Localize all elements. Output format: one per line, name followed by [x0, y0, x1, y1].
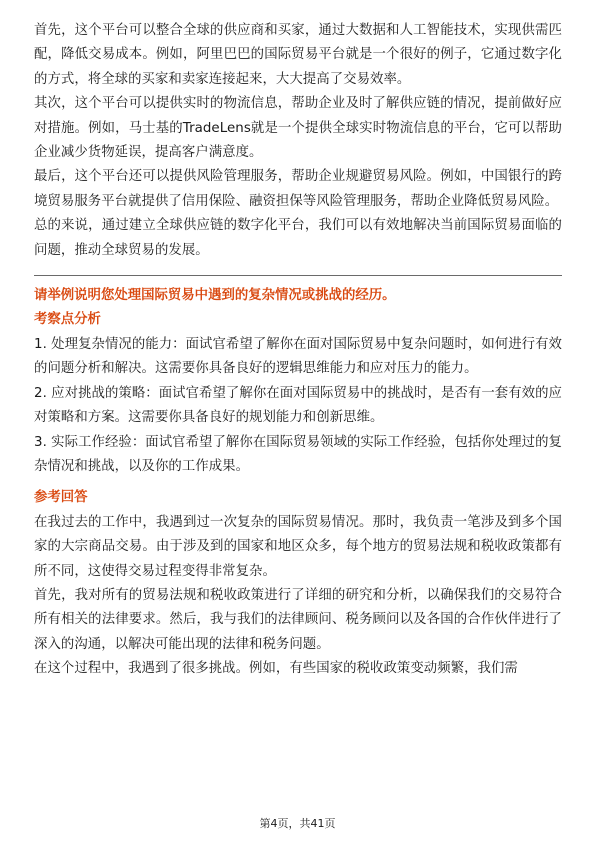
- intro-paragraph-4: 总的来说，通过建立全球供应链的数字化平台，我们可以有效地解决当前国际贸易面临的问题，推动全球贸易的发展。: [34, 218, 562, 258]
- intro-paragraph-2: 其次，这个平台可以提供实时的物流信息，帮助企业及时了解供应链的情况，提前做好应对措施。例如，马士基的TradeLens就是一个提供全球实时物流信息的平台，它可以帮助企业减少货物延误，提高客户满意度。: [34, 96, 562, 161]
- analysis-heading: 考察点分析: [34, 312, 101, 328]
- section-divider: [34, 275, 562, 276]
- analysis-item-3: 3. 实际工作经验：面试官希望了解你在国际贸易领域的实际工作经验，包括你处理过的复杂情况和挑战，以及你的工作成果。: [34, 434, 562, 474]
- answer-paragraph-3: 在这个过程中，我遇到了很多挑战。例如，有些国家的税收政策变动频繁，我们需: [34, 661, 518, 677]
- analysis-item-2: 2. 应对挑战的策略：面试官希望了解你在面对国际贸易中的挑战时，是否有一套有效的应对策略和方案。这需要你具备良好的规划能力和创新思维。: [34, 385, 562, 426]
- intro-paragraph-3: 最后，这个平台还可以提供风险管理服务，帮助企业规避贸易风险。例如，中国银行的跨境贸易服务平台就提供了信用保险、融资担保等风险管理服务，帮助企业降低贸易风险。: [34, 169, 562, 209]
- answer-heading: 参考回答: [34, 490, 88, 506]
- answer-paragraph-2: 首先，我对所有的贸易法规和税收政策进行了详细的研究和分析，以确保我们的交易符合所有相关的法律要求。然后，我与我们的法律顾问、税务顾问以及各国的合作伙伴进行了深入的沟通，以解决可能出现的法律和税务问题。: [34, 587, 562, 652]
- analysis-item-1: 1. 处理复杂情况的能力：面试官希望了解你在面对国际贸易中复杂问题时，如何进行有效的问题分析和解决。这需要你具备良好的逻辑思维能力和应对压力的能力。: [34, 336, 562, 377]
- answer-paragraph-1: 在我过去的工作中，我遇到过一次复杂的国际贸易情况。那时，我负责一笔涉及到多个国家的大宗商品交易。由于涉及到的国家和地区众多，每个地方的贸易法规和税收政策都有所不同，这使得交易过程变得非常复杂。: [34, 514, 562, 579]
- page-content: [34, 19, 562, 682]
- section-spacer: [34, 479, 562, 486]
- intro-paragraph-1: 首先，这个平台可以整合全球的供应商和买家，通过大数据和人工智能技术，实现供需匹配，降低交易成本。例如，阿里巴巴的国际贸易平台就是一个很好的例子，它通过数字化的方式，将全球的买家和卖家连接起来，大大提高了交易效率。: [34, 23, 562, 87]
- page-number-footer: 第4页，共41页: [259, 817, 336, 830]
- question-title: 请举例说明您处理国际贸易中遇到的复杂情况或挑战的经历。: [34, 288, 396, 304]
